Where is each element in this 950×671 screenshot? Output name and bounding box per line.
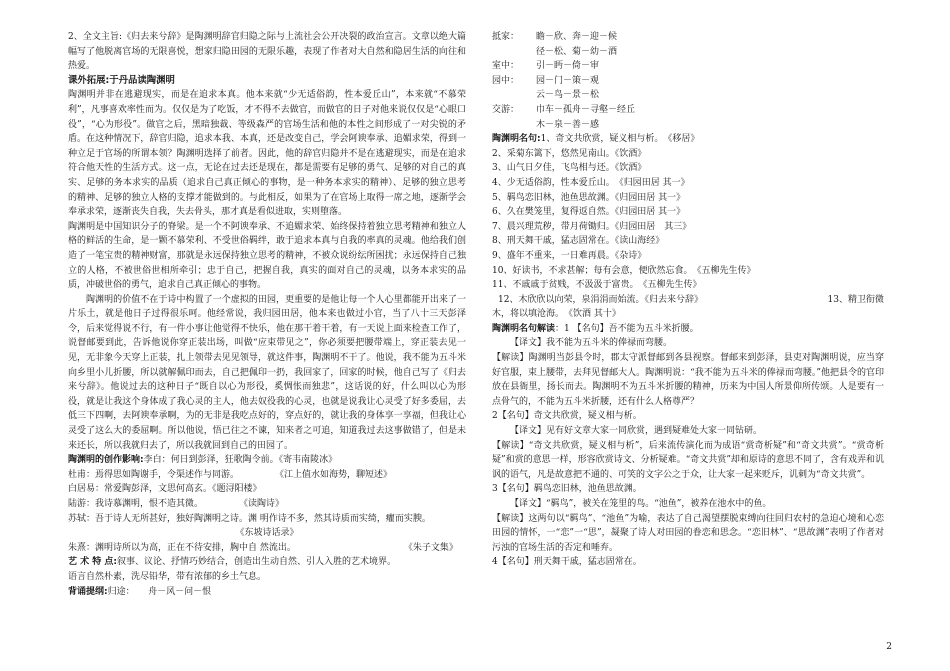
recite-outline-line: 背诵提纲:归途： 舟－风－问－恨 bbox=[68, 586, 212, 597]
outline-row: 径－松、菊－幼－酒 bbox=[536, 46, 618, 57]
translation-3: 【译文】“羁鸟”，被关在笼里的鸟。“池鱼”，被养在池水中的鱼。 bbox=[510, 499, 772, 509]
interpretation-1: 【解读】陶渊明当彭县令时，郡太守派督邮到各县视察。督邮来到彭泽，县吏对陶渊明说，应当穿好官服，束上腰带，去拜见督邮大人。陶渊明说：“我不能为五斗米的俸禄而弯腰。”他把县令的官印放在县衙里，扬长而去。陶渊明不为五斗米折腰的精神，历来为中国人所景仰所传颂。人是要有一点骨气的，不能为五斗米折腰，还有什么人格尊严？ bbox=[492, 353, 884, 407]
outline-row: 抵家： 瞻－欣、奔－迎－候 bbox=[492, 32, 618, 42]
analysis-paragraph-3: 陶渊明的价值不在于诗中构置了一个虚拟的田园，更重要的是他让每一个人心里都能开出来了一片乐土，就是他日子过得很乐呵。他经常说，我归园田居，他本来也做过小官，当了八十三天彭泽令，后来觉得说不行，有一件小事让他觉得不快乐，他在那干着干着，有一天说上面来检查工作了，说督邮要到此，告诉他说你穿正装出场，叫做“应束带见之”，你必须要把腰带端上，穿正装去见一见，无非象今天穿上正装，扎上领带去见见领导，就这件事，陶渊明不干了。他说，我不能为五斗米向乡里小儿折腰，所以就解佩印而去，自己把佩印一扔，我回家了，回家的时候，他自己写了《归去来兮辞》。他说过去的这种日子“既自以心为形役，奚惆怅而独悲”，这话说的好，什么叫以心为形役，就是让我这个身体成了我心灵的主人，他去奴役我的心灵，也就是说我让心灵受了好多委屈，去低三下四啊，去阿谀奉承啊，为的无非是我吃点好的，穿点好的，就让我的身体享一享福，但我让心灵受了这么大的委屈啊。所以他说，悟已往之不谏，知来者之可追，知道我过去这事做错了，但是未来还长，所以我就归去了，所以我就回到自己的田园了。 bbox=[68, 294, 466, 451]
recite-outline-table bbox=[492, 30, 884, 132]
translation-1: 【译文】我不能为五斗米的俸禄而弯腰。 bbox=[510, 338, 673, 349]
explain-line-1: 陶渊明名句解读：1 【名句】吾不能为五斗米折腰。 bbox=[492, 323, 699, 334]
quote-item: 4、少无适俗韵，性本爱丘山。 《归园田居 其一》 bbox=[492, 177, 690, 188]
influence-libai: 李白：何日到彭泽，狂歌陶令前。《寄韦南陵冰》 bbox=[143, 455, 338, 466]
quotes-heading: 陶渊明名句: bbox=[492, 134, 541, 145]
quote-item: 8、刑天舞干戚，猛志固常在。《读山海经》 bbox=[492, 236, 665, 247]
famous-line-2: 2【名句】奇文共欣赏，疑义相与析。 bbox=[492, 411, 642, 422]
recite-outline-heading: 背诵提纲: bbox=[68, 586, 108, 597]
interpretation-3: 【解读】这两句以“羁鸟”、“池鱼”为喻，表达了自己渴望摆脱束缚向往回归农村的急迫心境和心恋田园的情怀，一“恋”一“思”，凝聚了诗人对田园的眷恋和思念。“恋旧林”、“思故渊”表明了作者对污浊的官场生活的否定和唾弃。 bbox=[492, 513, 884, 553]
influence-zhuxi: 朱熹：渊明诗所以为高，正在不待安排，胸中自 然流出。 《朱子文集》 bbox=[68, 542, 458, 553]
theme-paragraph: 2、全文主旨:《归去来兮辞》是陶渊明辞官归隐之际与上流社会公开决裂的政治宣言。文章以绝大篇幅写了他脱离官场的无限喜悦，想家归隐田园的无限乐趣，表现了作者对大自然和隐居生活的向往和热爱。 bbox=[68, 32, 466, 72]
analysis-paragraph-2: 陶渊明是中国知识分子的脊梁。是一个不阿谀奉承、不追媚求荣、始终保持着独立思考精神和独立人格的鲜活的生命，是一颗不慕荣利、不受世俗羁绊，敢于追求本真与自我的率真的灵魂。他给我们创造了一笔宝贵的精神财富，那就是永远保持独立思考的精神，不被众说纷纭所困扰；永远保持自己独立的人格，不被世俗世相所牵引；忠于自己，把握自我，真实的面对自己的灵魂，以务本求实的品质，冲破世俗的勇气，追求自己真正倾心的事物。 bbox=[68, 221, 466, 291]
quote-item: 6、久在樊笼里，复得返自然。《归园田居 其一》 bbox=[492, 207, 686, 218]
quote-item: 10、好读书，不求甚解；每有会意，便欣然忘食。 《五柳先生传》 bbox=[492, 265, 756, 276]
famous-line-4: 4【名句】刑天舞干戚，猛志固常在。 bbox=[492, 557, 642, 568]
outline-row: 木－泉－善－感 bbox=[536, 119, 600, 130]
outline-row: 园中： 园－门－策－观 bbox=[492, 75, 600, 86]
outline-row: 云－鸟－景－松 bbox=[536, 90, 600, 101]
art-features-heading: 艺 术 特 点: bbox=[68, 557, 117, 568]
famous-line-3: 3【名句】羁鸟恋旧林，池鱼思故渊。 bbox=[492, 484, 642, 495]
page-number: 2 bbox=[886, 642, 892, 652]
left-column bbox=[68, 30, 466, 599]
quote-item-12-13: 12、木欣欣以向荣，泉涓涓而始流。《归去来兮辞》 13、精卫衔微 bbox=[498, 294, 884, 305]
translation-2: 【译文】见有好文章大家一同欣赏，遇到疑难处大家一同钻研。 bbox=[510, 426, 763, 437]
influence-luyou: 陆游：我诗慕渊明，恨不造其微。 《读陶诗》 bbox=[68, 499, 285, 509]
influence-dufu: 杜甫：焉得思如陶谢手，令渠述作与同游。 《江上值水如海势，聊短述》 bbox=[68, 469, 393, 480]
quote-item: 7、晨兴理荒秽，带月荷锄归。《归园田居 其三》 bbox=[492, 221, 692, 232]
quote-item: 2、采菊东篱下，悠然见南山。《饮酒》 bbox=[492, 148, 647, 159]
quote-item: 11、不戚戚于贫贱，不汲汲于富贵。 《五柳先生传》 bbox=[492, 280, 702, 291]
influence-line bbox=[68, 453, 466, 468]
influence-baijuyi: 白居易：常爱陶彭泽，文思何高玄。《题浔阳楼》 bbox=[68, 484, 262, 495]
interpretation-2: 【解读】“奇文共欣赏，疑义相与析”，后来流传演化而为成语“赏奇析疑”和“奇文共赏”。“赏奇析疑”和赏的意思一样，形容欣赏诗文、分析疑难。“奇文共赏”却和原诗的意思不同了，含有戏弄和讥讽的语气，凡是故意把不通的、可笑的文字公之于众，让大家一起来贬斥，讥刺为“奇文共赏”。 bbox=[492, 440, 884, 480]
quote-item-13-cont: 木，将以填沧海。 《饮酒 其十》 bbox=[492, 309, 621, 320]
explain-heading: 陶渊明名句解读 bbox=[492, 323, 556, 334]
art-features-line: 艺 术 特 点:叙事、议论、抒情巧妙结合，创造出生动自然、引人入胜的艺术境界。 bbox=[68, 557, 397, 568]
quotes-line-1: 陶渊明名句:1、奇文共欣赏，疑义相与析。 《移居》 bbox=[492, 134, 700, 145]
right-column bbox=[492, 30, 884, 570]
extension-heading: 课外拓展:于丹品读陶渊明 bbox=[68, 74, 175, 86]
outline-row: 交游： 巾车－孤舟－寻壑－经丘 bbox=[492, 104, 636, 115]
art-features-line-2: 语言自然朴素，洗尽铅华，带有浓郁的乡土气息。 bbox=[68, 571, 267, 582]
influence-sushi: 苏轼：吾于诗人无所甚好，独好陶渊明之诗。渊 明作诗不多，然其诗质而实绮，癯而实腴。 bbox=[68, 513, 431, 524]
influence-sushi-source: 《东坡诗话录》 bbox=[235, 528, 299, 539]
quote-item: 5、羁鸟恋旧林，池鱼思故渊。《归园田居 其一》 bbox=[492, 192, 686, 203]
quote-item: 3、山气日夕佳，飞鸟相与还。《饮酒》 bbox=[492, 163, 647, 174]
quote-item: 9、盛年不重来，一日难再晨。《杂诗》 bbox=[492, 250, 647, 261]
outline-row: 室中： 引－眄－倚－审 bbox=[492, 61, 600, 72]
analysis-paragraph-1: 陶渊明并非在逃避现实，而是在追求本真。他本来就“少无适俗韵，性本爱丘山”，本来就“不慕荣利”，凡事喜欢率性而为。仅仅是为了吃饭，才不得不去做官，而做官的日子对他来说仅仅是“心眼口役”，“心为形役”。做官之后，黑暗独裁、等级森严的官场生活和他的本性之间形成了一对尖锐的矛盾。在这种情况下，辞官归隐，追求本我、本真，还是改变自己，学会阿谀奉承、追媚求荣，得到一种立足于官场的所谓本领？陶渊明选择了前者。因此，他的辞官归隐并不是在逃避现实，而是在追求符合他天性的生活方式。这一点，无论在过去还是现在，都是需要有足够的勇气、足够的对自己的真实、足够的务本求实的品质（追求自己真正倾心的事物，是一种务本求实的精神）、足够的独立思考的精神、足够的独立人格的支撑才能做到的。与此相反，如果为了在官场上取得一席之地，逐渐学会奉承求荣，逐渐丧失自我，失去骨头，那才真是看似进取，实则堕落。 bbox=[68, 90, 466, 218]
influence-heading: 陶渊明的创作影响: bbox=[68, 455, 144, 466]
